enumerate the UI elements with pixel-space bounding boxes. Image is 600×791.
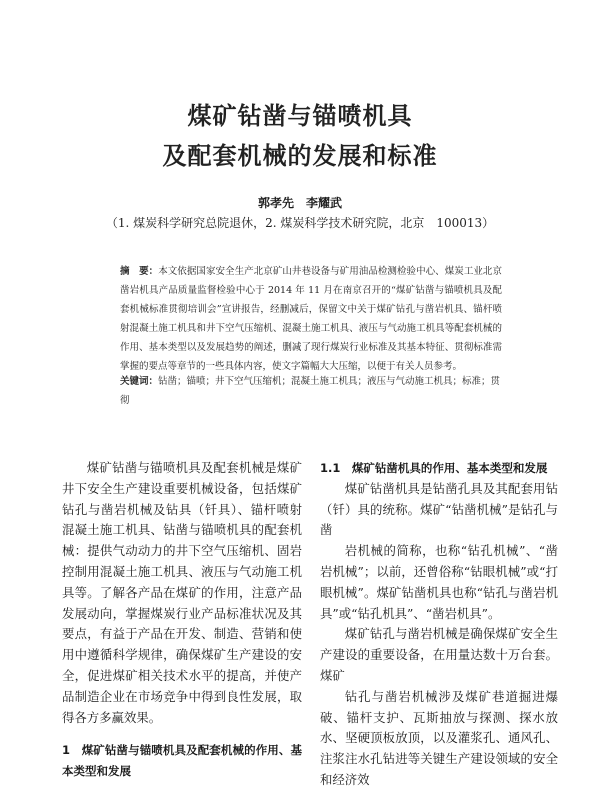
- section-heading-1-1: 1.1 煤矿钻凿机具的作用、基本类型和发展: [320, 461, 548, 475]
- paper-title-line1: 煤矿钻凿与锚喷机具: [187, 102, 413, 130]
- authors: 郭孝先 李耀武: [257, 196, 342, 210]
- abstract-label: 摘 要：: [120, 266, 159, 277]
- keywords: [120, 372, 502, 410]
- section-heading-1: 1 煤矿钻凿与锚喷机具及配套机械的作用、基本类型和发展: [62, 743, 302, 779]
- body-paragraph: 煤矿钻凿机具是钻凿孔具及其配套用钻（钎）具的统称。煤矿“钻凿机械”是钻孔与凿: [320, 480, 558, 538]
- body-paragraph: 岩机械的简称，也称“钻孔机械”、“凿岩机械”；以前，还曾俗称“钻眼机械”或“打眼机械”。煤矿钻凿机具也称“钻孔与凿岩机具”或“钻孔机具”、“凿岩机具”。: [320, 543, 558, 621]
- keywords-label: 关键词：: [120, 376, 159, 387]
- intro-paragraph: 煤矿钻凿与锚喷机具及配套机械是煤矿井下安全生产建设重要机械设备，包括煤矿钻孔与凿岩机械及钻具（钎具）、锚杆喷射混凝土施工机具、钻凿与锚喷机具的配套机械：提供气动动力的井下空气压缩机、固岩控制用混凝土施工机具、液压与气动施工机具等。了解各产品在煤矿的作用，注意产品发展动向，掌握煤炭行业产品标准状况及其要点，有益于产品在开发、制造、营销和使用中遵循科学规律，确保煤矿生产建设的安全，促进煤矿相关技术水平的提高，并使产品制造企业在市场竞争中得到良性发展，取得各方多赢效果。: [62, 460, 302, 725]
- body-paragraph: 煤矿钻孔与凿岩机械是确保煤矿安全生产建设的重要设备，在用量达数十万台套。煤矿: [320, 626, 558, 683]
- keywords-text: 钻凿；锚喷；井下空气压缩机；混凝土施工机具；液压与气动施工机具；标准；贯彻: [120, 376, 501, 406]
- abstract: [120, 262, 502, 376]
- right-column: [320, 458, 558, 791]
- left-column: [62, 458, 302, 782]
- body-paragraph: 钻孔与凿岩机械涉及煤矿巷道掘进爆破、锚杆支护、瓦斯抽放与探测、探水放水、坚硬顶板放顶，以及灌浆孔、通风孔、注浆注水孔钻进等关键生产建设领域的安全和经济效: [320, 688, 558, 787]
- abstract-text: 本文依据国家安全生产北京矿山井巷设备与矿用油品检测检验中心、煤炭工业北京凿岩机具产品质量监督检验中心于 2014 年 11 月在南京召开的“煤矿钻凿与锚喷机具及配套机械标准贯彻培训会”宣讲报告，经删减后，保留文中关于煤矿钻孔与凿岩机具、锚杆喷射混凝土施工机具和井下空气压缩机、混凝土施工机具、液压与气动施工机具等配套机械的作用、基本类型以及发展趋势的阐述，删减了现行煤炭行业标准及其基本特征、贯彻标准需掌握的要点等章节的一些具体内容，使文字篇幅大大压缩，以便于有关人员参考。: [120, 266, 502, 372]
- affiliation: （1. 煤炭科学研究总院退休，2. 煤炭科学技术研究院，北京 100013）: [105, 216, 495, 230]
- paper-title-line2: 及配套机械的发展和标准: [162, 142, 438, 170]
